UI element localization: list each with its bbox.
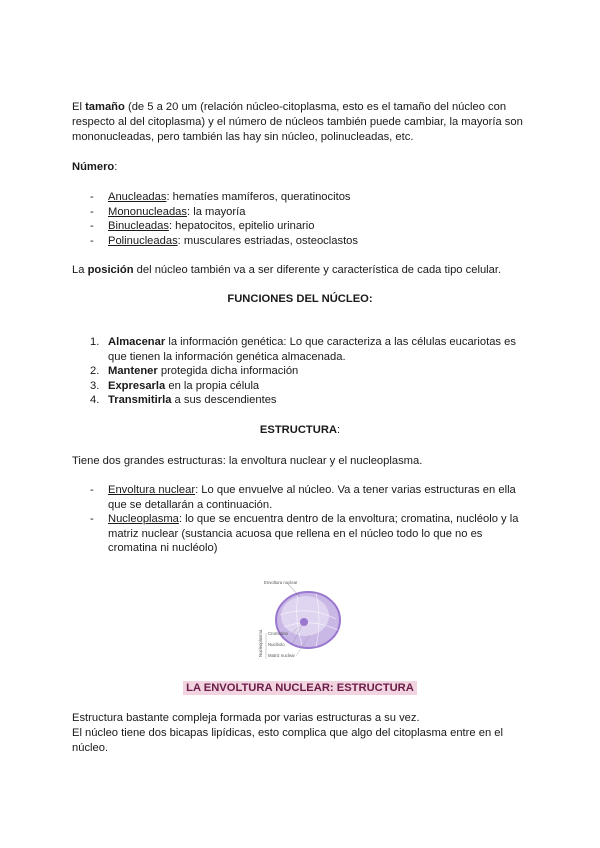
label-matriz: Matriz nuclear — [268, 653, 295, 658]
list-item — [90, 219, 520, 234]
list-item — [90, 512, 520, 556]
nucleolus-shape — [300, 618, 308, 626]
intro-text-c: (de 5 a 20 um (relación núcleo-citoplasma, esto es el tamaño del núcleo con respecto al del citoplasma) y el número de núcleos también puede cambiar, la mayoría son mononucleadas, pero también las hay sin núcleo, polinucleadas, etc. — [72, 101, 523, 143]
envoltura-title — [0, 681, 600, 696]
list-item — [90, 364, 520, 379]
label-envoltura: Envoltura nuclear — [264, 580, 298, 585]
list-item — [90, 205, 520, 220]
label-cromatina: Cromatina — [268, 631, 288, 636]
funciones-title: FUNCIONES DEL NÚCLEO: — [227, 293, 373, 305]
list-term: Envoltura nuclear — [108, 484, 196, 496]
list-desc: a sus descendientes — [171, 394, 277, 407]
list-desc: protegida dicha información — [157, 365, 299, 378]
list-desc: : lo que se encuentra dentro de la envoltura; cromatina, nucléolo y la matriz nuclear (sustancia acuosa que rellena en el núcleo todo lo que no es cromatina ni nucléolo) — [108, 513, 519, 555]
list-desc: : Lo que envuelve al núcleo. Va a tener varias estructuras en ella que se detallarán a continuación. — [108, 484, 516, 511]
list-term: Anucleadas — [108, 191, 167, 203]
list-number: 3. — [90, 379, 100, 392]
list-desc: : la mayoría — [187, 205, 246, 218]
estructuras-list — [90, 483, 520, 556]
list-item — [90, 190, 520, 205]
list-desc: : hepatocitos, epitelio urinario — [168, 220, 315, 233]
list-term: Polinucleadas — [108, 234, 178, 247]
list-number: 1. — [90, 336, 100, 348]
list-desc: en la propia célula — [165, 379, 260, 392]
final-line-1: Estructura bastante compleja formada por varias estructuras a su vez. — [72, 712, 420, 724]
list-bold: Expresarla — [108, 379, 166, 392]
list-term: Binucleadas — [108, 220, 169, 233]
list-term: Nucleoplasma — [108, 513, 179, 526]
funciones-list — [90, 335, 520, 408]
list-number: 2. — [90, 365, 100, 378]
estructura-intro: Tiene dos grandes estructuras: la envoltura nuclear y el nucleoplasma. — [72, 455, 423, 467]
tipos-list — [90, 190, 520, 248]
list-term: Mononucleadas — [108, 205, 187, 218]
list-item — [90, 379, 520, 394]
intro-bold-term: tamaño — [85, 101, 125, 113]
estructura-colon: : — [336, 424, 341, 436]
label-nucleoplasma: Nucleoplasma — [258, 629, 263, 657]
envoltura-title-highlight: LA ENVOLTURA NUCLEAR: ESTRUCTURA — [183, 681, 417, 695]
list-bold: Transmitirla — [108, 394, 172, 407]
posicion-text-a: La — [72, 264, 88, 276]
label-nucleolo: Nucléolo — [268, 642, 285, 647]
list-item — [90, 393, 520, 408]
numero-colon: : — [114, 161, 118, 173]
numero-label: Número — [72, 161, 115, 173]
nucleus-diagram — [258, 575, 348, 665]
final-line-2: El núcleo tiene dos bicapas lipídicas, esto complica que algo del citoplasma entre en el núcleo. — [72, 727, 503, 754]
list-number: 4. — [90, 394, 100, 407]
numero-heading — [72, 160, 532, 175]
list-desc: : hematíes mamíferos, queratinocitos — [166, 191, 351, 203]
posicion-bold-term: posición — [87, 264, 134, 276]
nucleoplasm-shape — [281, 596, 329, 636]
list-item — [90, 335, 520, 364]
intro-paragraph — [72, 100, 532, 145]
list-bold: Almacenar — [108, 336, 166, 348]
list-item — [90, 234, 520, 249]
intro-text-a: El — [72, 101, 86, 113]
estructura-title-text: ESTRUCTURA — [259, 424, 337, 436]
posicion-paragraph — [72, 263, 532, 278]
posicion-text-c: del núcleo también va a ser diferente y característica de cada tipo celular. — [133, 264, 502, 276]
list-item — [90, 483, 520, 512]
estructura-title — [0, 423, 600, 438]
list-desc: : musculares estriadas, osteoclastos — [177, 234, 358, 247]
list-bold: Mantener — [108, 365, 158, 378]
list-desc: la información genética: Lo que caracteriza a las células eucariotas es que tienen la información genética almacenada. — [108, 336, 516, 363]
